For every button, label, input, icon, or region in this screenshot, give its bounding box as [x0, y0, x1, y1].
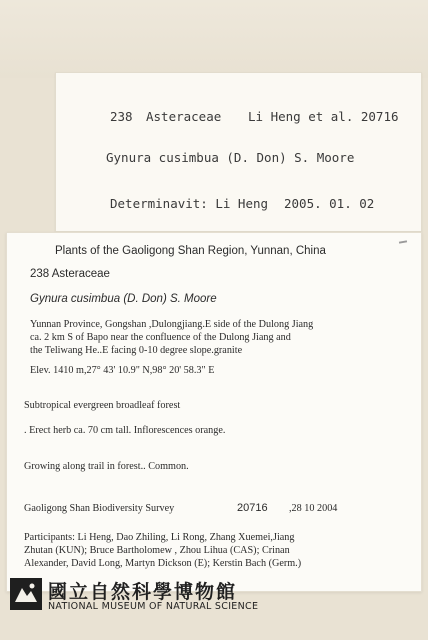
label-locality-line: ca. 2 km S of Bapo near the confluence of the Dulong Jiang and — [30, 332, 291, 343]
label-taxon: Gynura cusimbua (D. Don) S. Moore — [30, 293, 217, 305]
label-locality-line: Yunnan Province, Gongshan ,Dulongjiang.E side of the Dulong Jiang — [30, 319, 314, 330]
museum-logo-bar — [0, 578, 428, 618]
label-collection-number: 20716 — [237, 502, 268, 514]
label-elevation: Elev. 1410 m,27° 43' 10.9" N,98° 20' 58.3" E — [30, 365, 215, 376]
det-line-family: Asteraceae — [146, 109, 222, 124]
museum-logo-icon — [10, 578, 42, 610]
collection-label — [6, 232, 422, 592]
det-line-collector: Li Heng et al. 20716 — [248, 109, 399, 124]
label-description: . Erect herb ca. 70 cm tall. Inflorescences orange. — [24, 425, 226, 436]
label-participants-line: Alexander, David Long, Martyn Dickson (E); Kerstin Bach (Germ.) — [24, 558, 302, 569]
label-growth: Growing along trail in forest.. Common. — [24, 461, 189, 472]
museum-name-english: NATIONAL MUSEUM OF NATURAL SCIENCE — [48, 601, 259, 612]
herbarium-sheet-top — [0, 0, 428, 78]
label-locality-line: the Teliwang He..E facing 0-10 degree slope.granite — [30, 345, 243, 356]
label-family: 238 Asteraceae — [30, 268, 110, 280]
label-participants-line: Participants: Li Heng, Dao Zhiling, Li Rong, Zhang Xuemei,Jiang — [24, 532, 295, 543]
determination-label — [55, 72, 422, 232]
det-line-determiner: Determinavit: Li Heng — [110, 196, 269, 211]
label-survey: Gaoligong Shan Biodiversity Survey — [24, 503, 175, 514]
det-line-taxon: Gynura cusimbua (D. Don) S. Moore — [106, 150, 355, 165]
museum-name-chinese: 國立自然科學博物館 — [48, 581, 238, 603]
label-habitat: Subtropical evergreen broadleaf forest — [24, 400, 181, 411]
label-title: Plants of the Gaoligong Shan Region, Yunnan, China — [55, 245, 326, 257]
corner-mark — [399, 240, 407, 243]
det-line-date: 2005. 01. 02 — [284, 196, 375, 211]
label-participants-line: Zhutan (KUN); Bruce Bartholomew , Zhou Lihua (CAS); Crinan — [24, 545, 290, 556]
det-line-number: 238 — [110, 109, 133, 124]
label-collection-date: ,28 10 2004 — [289, 503, 338, 514]
